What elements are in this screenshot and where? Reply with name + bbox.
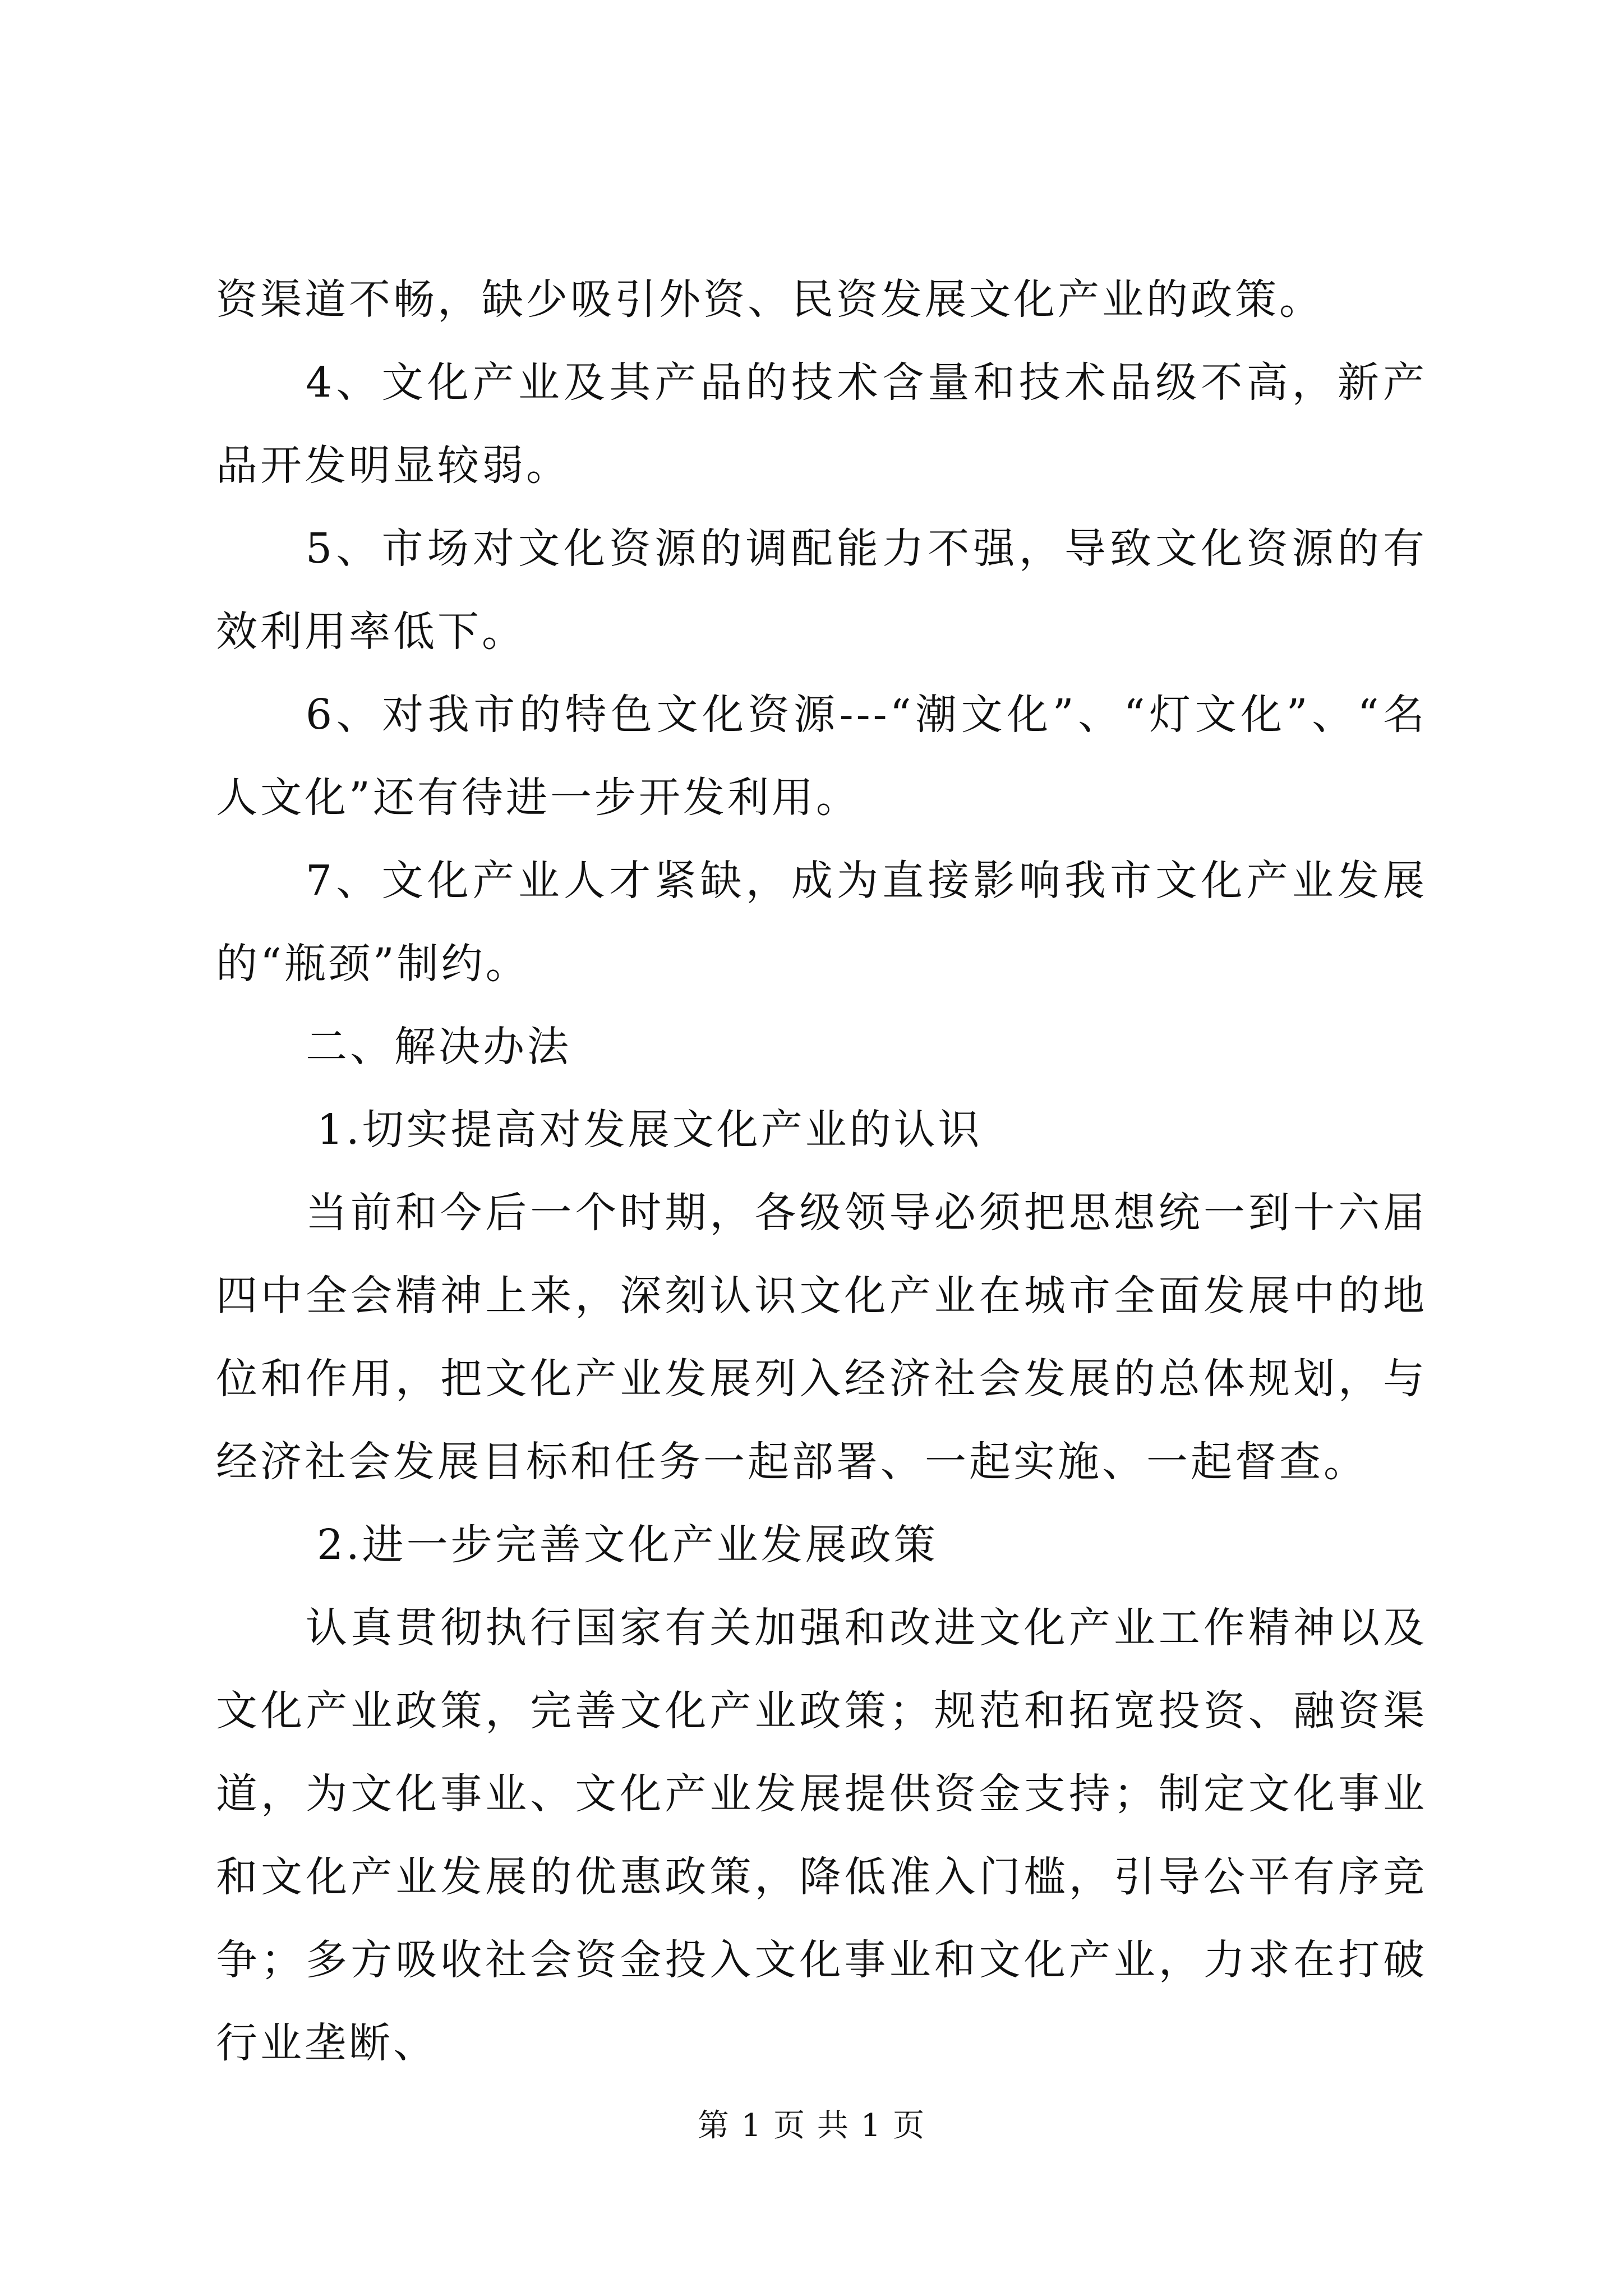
paragraph-continuation: 资渠道不畅，缺少吸引外资、民资发展文化产业的政策。 xyxy=(216,275,1324,324)
page-number-label: 第 1 页 共 1 页 xyxy=(697,2108,926,2144)
paragraph-item-6: 6、对我市的特色文化资源---“潮文化”、“灯文化”、“名人文化”还有待进一步开发利用。 xyxy=(216,691,1427,822)
paragraph-solution-2: 认真贯彻执行国家有关加强和改进文化产业工作精神以及文化产业政策，完善文化产业政策；规范和拓宽投资、融资渠道，为文化事业、文化产业发展提供资金支持；制定文化事业和文化产业发展的优惠政策，降低准入门槛，引导公平有序竞争；多方吸收社会资金投入文化事业和文化产业，力求在打破行业垄断、 xyxy=(216,1604,1427,2067)
paragraph-item-4: 4、文化产业及其产品的技术含量和技术品级不高，新产品开发明显较弱。 xyxy=(216,358,1427,490)
subheading-1: 1.切实提高对发展文化产业的认识 xyxy=(317,1106,983,1154)
paragraph-item-5: 5、市场对文化资源的调配能力不强，导致文化资源的有效利用率低下。 xyxy=(216,524,1427,656)
section-heading-solutions: 二、解决办法 xyxy=(306,1023,571,1071)
paragraph-solution-1: 当前和今后一个时期，各级领导必须把思想统一到十六届四中全会精神上来，深刻认识文化产业在城市全面发展中的地位和作用，把文化产业发展列入经济社会发展的总体规划，与经济社会发展目标和任务一起部署、一起实施、一起督查。 xyxy=(216,1189,1427,1486)
paragraph-item-7: 7、文化产业人才紧缺，成为直接影响我市文化产业发展的“瓶颈”制约。 xyxy=(216,857,1427,988)
subheading-2: 2.进一步完善文化产业发展政策 xyxy=(317,1521,938,1569)
document-body xyxy=(216,258,1427,2085)
page-footer xyxy=(0,2106,1623,2146)
